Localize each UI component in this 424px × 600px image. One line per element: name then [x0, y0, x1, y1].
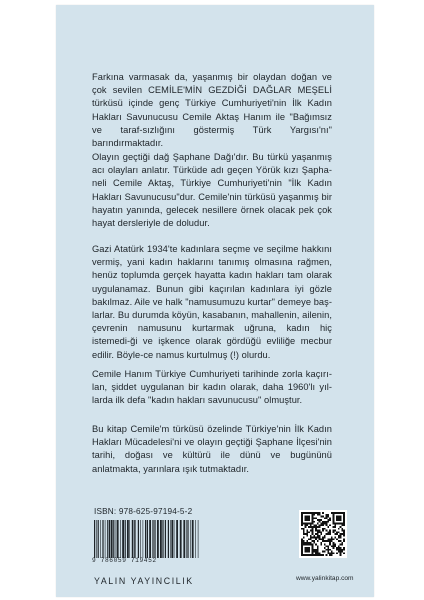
barcode-number: 9 786059 719452: [92, 557, 157, 564]
isbn-label: ISBN: 978-625-97194-5-2: [94, 507, 193, 516]
qr-code-icon: [299, 510, 347, 558]
barcode-icon: [92, 520, 202, 558]
paragraph-4: Cemile Hanım Türkiye Cumhuriyeti tarihinde zorla kaçırı-lan, şiddet uygulanan bir kadın olarak, daha 1960'lı yıl-larda ilk defa "kadın hakları savunucusu" olmuştur.: [92, 369, 332, 406]
publisher-website: www.yalinkitap.com: [296, 575, 354, 582]
publisher-name: YALIN YAYINCILIK: [94, 576, 194, 586]
paragraph-1: Farkına varmasak da, yaşanmış bir olaydan doğan ve çok sevilen CEMİLE'MİN GEZDİĞİ DAĞLAR MEŞELİ türküsü içinde genç Türkiye Cumhuriyeti'nin İlk Kadın Hakları Savunucusu Cemile Aktaş Hanım ile "Bağımsız ve taraf-sızlığını göstermiş Türk Yargısı'nı" barındırmaktadır.: [92, 72, 332, 149]
paragraph-5: Bu kitap Cemile'm türküsü özelinde Türkiye'nin İlk Kadın Hakları Mücadelesi'ni ve olayın geçtiği Şaphane İlçesi'nin tarihi, doğası ve kültürü ile dünü ve bugününü anlatmakta, yarınlara ışık tutmaktadır.: [92, 424, 332, 474]
paragraph-3: Gazi Atatürk 1934'te kadınlara seçme ve seçilme hakkını vermiş, yani kadın haklarını tanımış olmasına rağmen, henüz toplumda gerçek hayatta kadın hakları tam olarak uygulanamaz. Bunun gibi kaçırılan kadınlara iyi gözle bakılmaz. Aile ve halk "namusumuzu kurtar" demeye baş-larlar. Bu durumda köyün, kasabanın, mahallenin, ailenin, çevrenin namusunu kurtarmak uğruna, kadın hiç istemedi-ği ve işkence olarak gördüğü evliliğe mecbur edilir. Böyle-ce namus kurtulmuş (!) olurdu.: [92, 244, 332, 360]
paragraph-2: Olayın geçtiği dağ Şaphane Dağı'dır. Bu türkü yaşanmış acı olayları anlatır. Türküde adı geçen Yörük kızı Şapha-neli Cemile Aktaş, Türkiye Cumhuriyeti'nin "İlk Kadın Hakları Savunucusu"dur. Cemile'nin türküsü yaşanmış bir hayatın yanında, gelecek nesillere örnek olacak pek çok hayat dersleriyle de doludur.: [92, 152, 332, 229]
book-back-cover: [56, 5, 374, 597]
